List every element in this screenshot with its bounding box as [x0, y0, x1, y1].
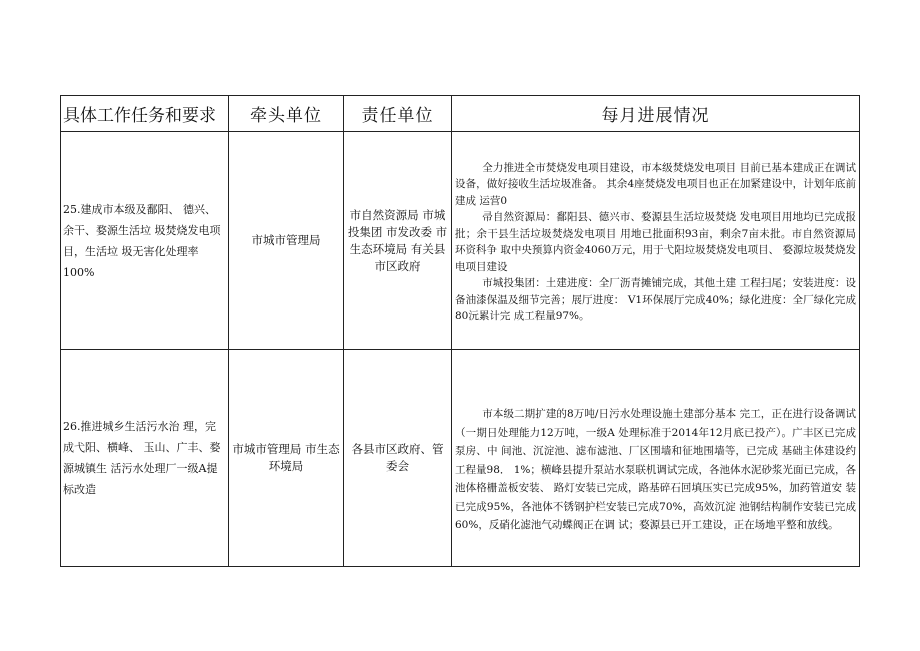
progress-cell — [452, 350, 860, 567]
progress-table — [60, 95, 860, 567]
responsible-unit-cell: 市自然资源局 市城投集团 市发改委 市生态环境局 有关县市区政府 — [344, 132, 452, 350]
progress-paragraph: 帚自然资源局：鄱阳县、德兴市、婺源县生活垃圾焚烧 发电项目用地均已完成报批；余干县生活垃圾焚烧发电项目 用地已批面积93亩，剩余7亩未批。市自然资源局环资科争 取中央预算内资金4060万元，用于弋阳垃圾焚烧发电项目、 婺源垃圾焚烧发电项目建设 — [455, 211, 856, 273]
table-row — [61, 132, 860, 350]
progress-cell — [452, 132, 860, 350]
lead-unit-cell: 市城市管理局 — [229, 132, 344, 350]
lead-unit-cell: 市城市管理局 市生态环境局 — [229, 350, 344, 567]
task-cell: 25.建成市本级及鄱阳、 德兴、余干、婺源生活垃 圾焚烧发电项目，生活垃 圾无害化处理率100% — [61, 132, 229, 350]
table-row — [61, 350, 860, 567]
header-lead-unit: 牵头单位 — [229, 96, 344, 132]
progress-paragraph: 市城投集团：土建进度：全厂沥青摊铺完成，其他土建 工程扫尾；安装进度：设备油漆保温及细节完善；展厅进度： V1环保展厅完成40%；绿化进度：全厂绿化完成80沅累计完 成工程量97%。 — [455, 277, 856, 322]
header-responsible-unit: 责任单位 — [344, 96, 452, 132]
header-task: 具体工作任务和要求 — [61, 96, 229, 132]
responsible-unit-cell: 各县市区政府、管委会 — [344, 350, 452, 567]
progress-paragraph: 全力推进全市焚烧发电项目建设，市本级焚烧发电项目 目前已基本建成正在调试设备，做好接收生活垃圾准备。 其余4座焚烧发电项目也正在加紧建设中，计划年底前建成 运营0 — [455, 161, 856, 207]
header-row — [61, 96, 860, 132]
task-cell: 26.推进城乡生活污水治 理，完成弋阳、横峰、 玉山、广丰、婺源城镇生 活污水处理厂一级A提 标改造 — [61, 350, 229, 567]
header-monthly-progress: 每月进展情况 — [452, 96, 860, 132]
progress-paragraph: 市本级二期扩建的8万吨/日污水处理设施土建部分基本 完工，正在进行设备调试（一期日处理能力12万吨，一级A 处理标准于2014年12月底已投产）。广丰区已完成泵房、中 间池、沉淀池、滤布滤池、厂区围墙和征地围墙等，已完成 基础主体建设约工程量98． 1%；横峰县提升泵站水泵联机调试完成，各池体水泥砂浆光面已完成，各池体格栅盖板安装、 路灯安装已完成，路基碎石回填压实已完成95%，加药管道安 装已完成95%，各池体不锈钢护栏安装已完成70%，高效沉淀 池钢结构制作安装已完成60%，反硝化滤池气动蝶阀正在调 试；婺源县已开工建设，正在场地平整和放线。 — [455, 408, 856, 532]
